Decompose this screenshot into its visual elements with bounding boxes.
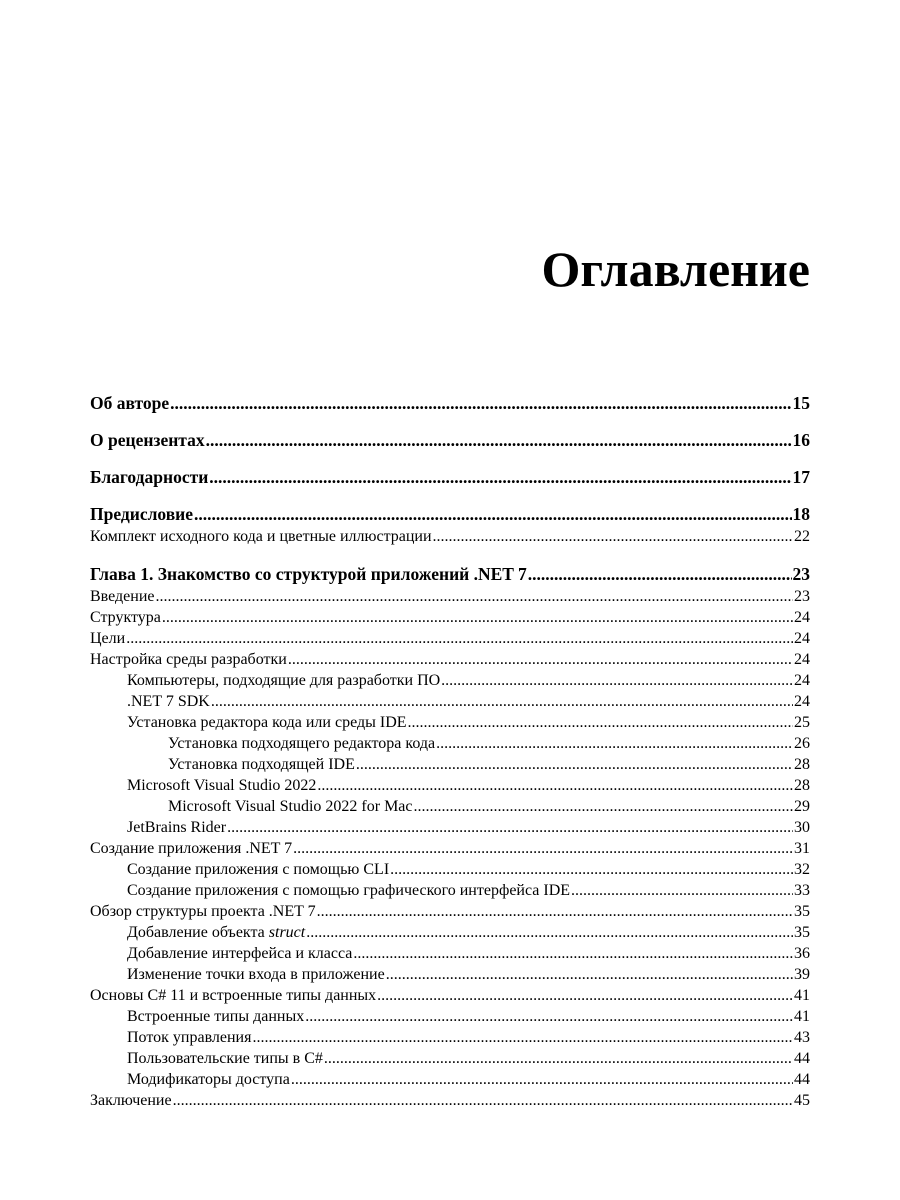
toc-entry-builtin-types[interactable] bbox=[90, 1006, 810, 1027]
dot-leader bbox=[194, 503, 791, 526]
toc-entry-label: JetBrains Rider bbox=[127, 819, 227, 836]
toc-entry-label: Создание приложения с помощью графического интерфейса IDE bbox=[127, 882, 571, 899]
toc-entry-label: Microsoft Visual Studio 2022 bbox=[127, 777, 317, 794]
toc-entry-visual-studio[interactable] bbox=[90, 775, 810, 796]
toc-page-number: 23 bbox=[792, 564, 810, 584]
toc-entry-label: Microsoft Visual Studio 2022 for Mac bbox=[168, 798, 413, 815]
toc-entry-label: Встроенные типы данных bbox=[127, 1008, 305, 1025]
dot-leader bbox=[206, 429, 792, 452]
toc-entry-net-sdk[interactable] bbox=[90, 691, 810, 712]
toc-entry-access-modifiers[interactable] bbox=[90, 1069, 810, 1090]
toc-entry-acknowledgements[interactable] bbox=[90, 466, 810, 489]
toc-entry-visual-studio-mac[interactable] bbox=[90, 796, 810, 817]
toc-page-number: 31 bbox=[794, 840, 810, 857]
toc-entry-label: Благодарности bbox=[90, 467, 209, 487]
dot-leader bbox=[306, 922, 793, 943]
toc-entry-label: Введение bbox=[90, 588, 155, 605]
toc-entry-label: Структура bbox=[90, 609, 161, 626]
toc-entry-label: Компьютеры, подходящие для разработки ПО bbox=[127, 672, 441, 689]
toc-entry-label: Установка подходящей IDE bbox=[168, 756, 355, 773]
toc-page-number: 24 bbox=[794, 693, 810, 710]
dot-leader bbox=[173, 1090, 793, 1111]
toc-entry-about-author[interactable] bbox=[90, 392, 810, 415]
toc-entry-reviewers[interactable] bbox=[90, 429, 810, 452]
toc-page-number: 29 bbox=[794, 798, 810, 815]
toc-entry-conclusion[interactable] bbox=[90, 1090, 810, 1111]
dot-leader bbox=[353, 943, 793, 964]
toc-page-number: 25 bbox=[794, 714, 810, 731]
dot-leader bbox=[436, 733, 793, 754]
dot-leader bbox=[571, 880, 793, 901]
toc-page-number: 15 bbox=[792, 393, 810, 413]
toc-entry-label: Установка редактора кода или среды IDE bbox=[127, 714, 407, 731]
toc-page-number: 41 bbox=[794, 1008, 810, 1025]
dot-leader bbox=[408, 712, 793, 733]
toc-page-number: 43 bbox=[794, 1029, 810, 1046]
dot-leader bbox=[170, 392, 791, 415]
toc-entry-control-flow[interactable] bbox=[90, 1027, 810, 1048]
toc-entry-preface[interactable] bbox=[90, 503, 810, 526]
dot-leader bbox=[386, 964, 793, 985]
toc-entry-label: Добавление интерфейса и класса bbox=[127, 945, 353, 962]
toc-entry-label-text: Добавление объекта bbox=[127, 924, 269, 941]
toc-entry-label: Настройка среды разработки bbox=[90, 651, 287, 668]
toc-entry-computers[interactable] bbox=[90, 670, 810, 691]
toc-entry-label: Об авторе bbox=[90, 393, 170, 413]
toc-entry-install-editor-ide[interactable] bbox=[90, 712, 810, 733]
dot-leader bbox=[377, 985, 793, 1006]
toc-entry-label: Обзор структуры проекта .NET 7 bbox=[90, 903, 316, 920]
toc-page-number: 16 bbox=[792, 430, 810, 450]
toc-page-number: 36 bbox=[794, 945, 810, 962]
toc-entry-install-editor[interactable] bbox=[90, 733, 810, 754]
toc-entry-label bbox=[127, 922, 305, 943]
dot-leader bbox=[288, 649, 793, 670]
toc-page-number: 35 bbox=[794, 903, 810, 920]
toc-page-number: 32 bbox=[794, 861, 810, 878]
toc-page-number: 44 bbox=[794, 1050, 810, 1067]
toc-page-number: 24 bbox=[794, 672, 810, 689]
toc-entry-install-ide[interactable] bbox=[90, 754, 810, 775]
dot-leader bbox=[162, 607, 793, 628]
toc-entry-label: Заключение bbox=[90, 1092, 172, 1109]
toc-entry-create-app-ide[interactable] bbox=[90, 880, 810, 901]
dot-leader bbox=[317, 775, 793, 796]
toc-page-number: 35 bbox=[794, 924, 810, 941]
dot-leader bbox=[305, 1006, 793, 1027]
toc-page-number: 44 bbox=[794, 1071, 810, 1088]
toc-page-number: 33 bbox=[794, 882, 810, 899]
toc-entry-label: Основы C# 11 и встроенные типы данных bbox=[90, 987, 377, 1004]
toc-entry-rider[interactable] bbox=[90, 817, 810, 838]
dot-leader bbox=[356, 754, 793, 775]
toc-entry-label: Цели bbox=[90, 630, 126, 647]
toc-page-number: 18 bbox=[792, 504, 810, 524]
toc-entry-csharp-basics[interactable] bbox=[90, 985, 810, 1006]
toc-entry-entry-point[interactable] bbox=[90, 964, 810, 985]
dot-leader bbox=[441, 670, 793, 691]
toc-entry-dev-environment[interactable] bbox=[90, 649, 810, 670]
toc-entry-label: Установка подходящего редактора кода bbox=[168, 735, 436, 752]
dot-leader bbox=[414, 796, 794, 817]
toc-entry-project-overview[interactable] bbox=[90, 901, 810, 922]
dot-leader bbox=[293, 838, 793, 859]
dot-leader bbox=[324, 1048, 793, 1069]
toc-entry-introduction[interactable] bbox=[90, 586, 810, 607]
dot-leader bbox=[433, 526, 793, 547]
dot-leader bbox=[126, 628, 793, 649]
toc-page-number: 28 bbox=[794, 777, 810, 794]
table-of-contents bbox=[90, 392, 810, 1111]
dot-leader bbox=[252, 1027, 793, 1048]
toc-page-number: 24 bbox=[794, 609, 810, 626]
toc-entry-label: Модификаторы доступа bbox=[127, 1071, 290, 1088]
dot-leader bbox=[291, 1069, 793, 1090]
toc-entry-label-code: struct bbox=[268, 924, 306, 941]
toc-page-number: 28 bbox=[794, 756, 810, 773]
toc-entry-label: Предисловие bbox=[90, 504, 194, 524]
toc-entry-source-code[interactable] bbox=[90, 526, 810, 547]
toc-page-number: 23 bbox=[794, 588, 810, 605]
toc-entry-custom-types[interactable] bbox=[90, 1048, 810, 1069]
toc-entry-goals[interactable] bbox=[90, 628, 810, 649]
toc-entry-label: Изменение точки входа в приложение bbox=[127, 966, 385, 983]
page-title: Оглавление bbox=[541, 240, 810, 297]
toc-page-number: 45 bbox=[794, 1092, 810, 1109]
toc-entry-label: Глава 1. Знакомство со структурой приложений .NET 7 bbox=[90, 564, 527, 584]
dot-leader bbox=[528, 563, 792, 586]
dot-leader bbox=[156, 586, 794, 607]
dot-leader bbox=[227, 817, 793, 838]
toc-entry-structure[interactable] bbox=[90, 607, 810, 628]
dot-leader bbox=[211, 691, 793, 712]
toc-entry-chapter-1[interactable] bbox=[90, 563, 810, 586]
toc-entry-label: .NET 7 SDK bbox=[127, 693, 210, 710]
toc-page-number: 39 bbox=[794, 966, 810, 983]
toc-entry-label: Создание приложения .NET 7 bbox=[90, 840, 293, 857]
dot-leader bbox=[209, 466, 791, 489]
toc-page-number: 30 bbox=[794, 819, 810, 836]
toc-entry-create-app-cli[interactable] bbox=[90, 859, 810, 880]
toc-page-number: 22 bbox=[794, 528, 810, 545]
toc-page-number: 17 bbox=[792, 467, 810, 487]
dot-leader bbox=[390, 859, 793, 880]
toc-entry-add-struct[interactable] bbox=[90, 922, 810, 943]
toc-entry-label: Комплект исходного кода и цветные иллюстрации bbox=[90, 528, 432, 545]
toc-entry-label: О рецензентах bbox=[90, 430, 205, 450]
toc-entry-add-interface[interactable] bbox=[90, 943, 810, 964]
toc-entry-label: Поток управления bbox=[127, 1029, 252, 1046]
toc-page-number: 26 bbox=[794, 735, 810, 752]
toc-entry-label: Пользовательские типы в C# bbox=[127, 1050, 323, 1067]
toc-page-number: 24 bbox=[794, 630, 810, 647]
toc-page-number: 24 bbox=[794, 651, 810, 668]
dot-leader bbox=[317, 901, 793, 922]
toc-entry-label: Создание приложения с помощью CLI bbox=[127, 861, 390, 878]
toc-page-number: 41 bbox=[794, 987, 810, 1004]
toc-entry-create-app[interactable] bbox=[90, 838, 810, 859]
